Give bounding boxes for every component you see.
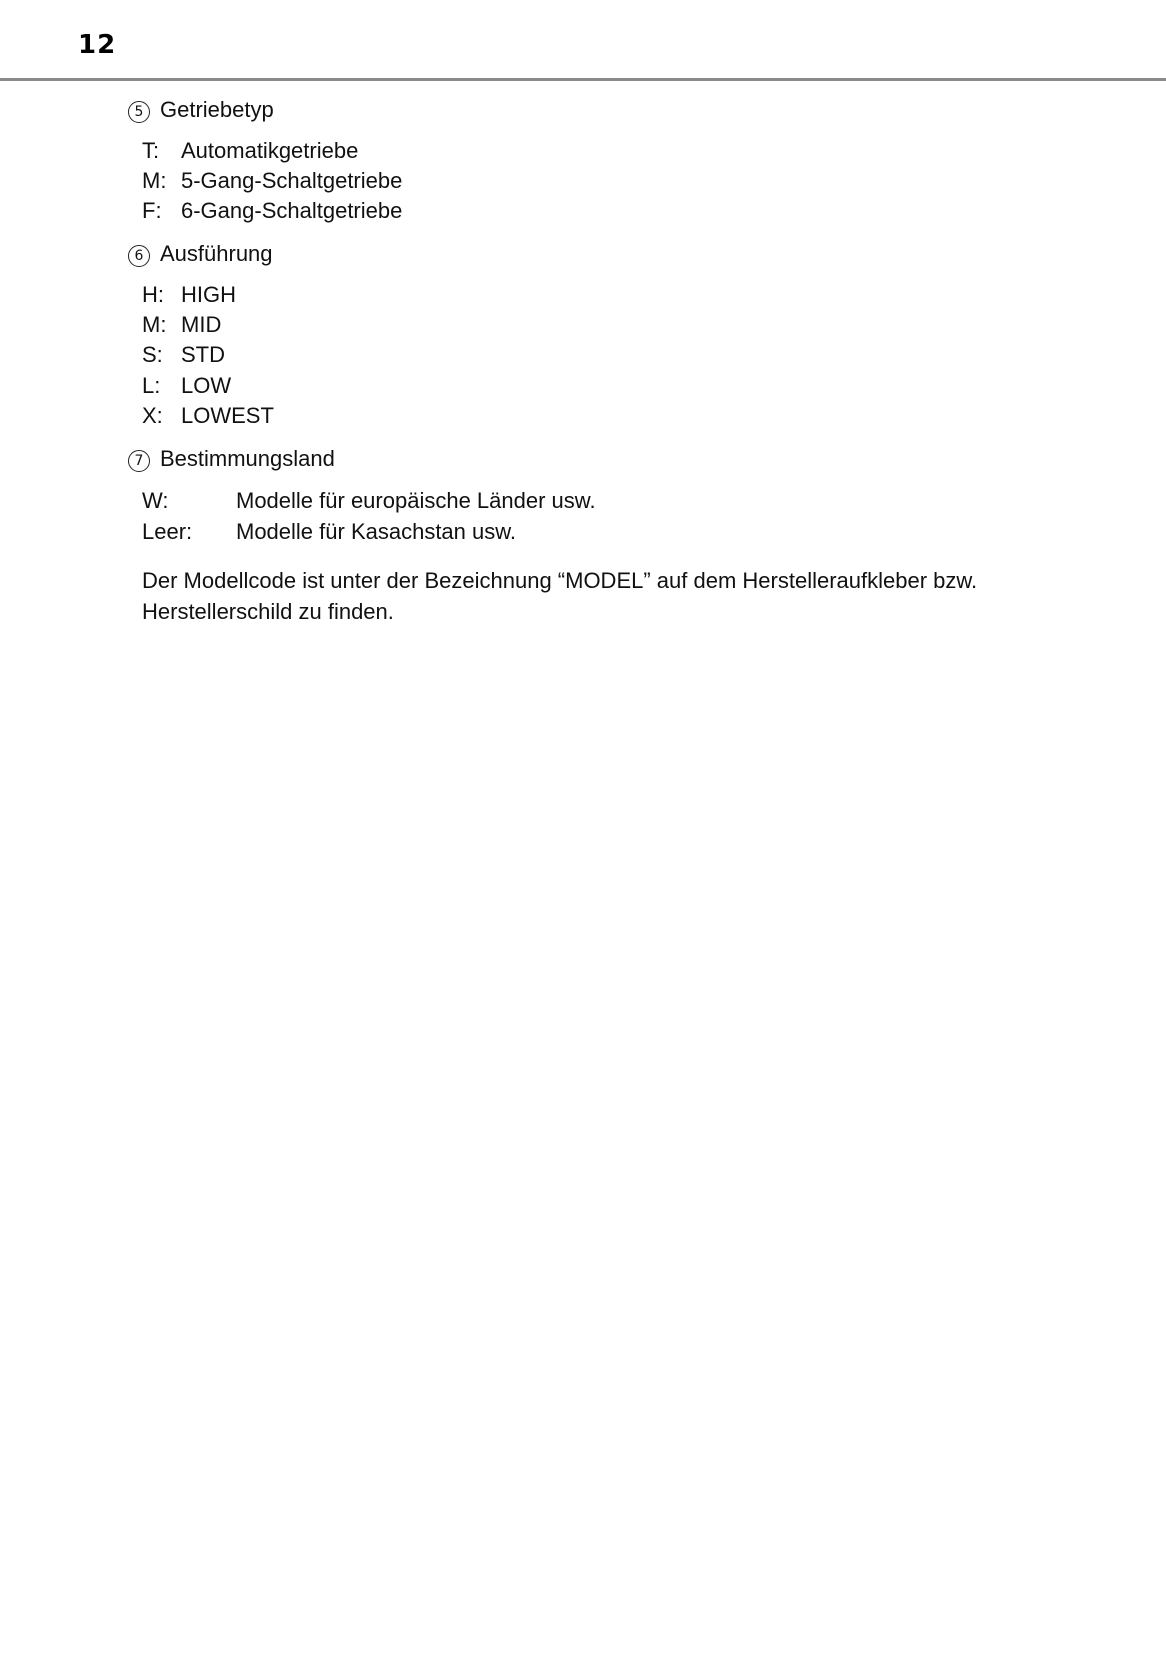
circled-number-seven: 7 xyxy=(128,450,150,472)
list-item xyxy=(142,197,402,225)
list-item xyxy=(142,518,516,546)
section-heading-ausfuehrung xyxy=(128,240,273,268)
circled-number-six: 6 xyxy=(128,245,150,267)
item-code: T: xyxy=(142,138,160,163)
list-item xyxy=(142,341,225,369)
item-code: L: xyxy=(142,373,161,398)
note-paragraph: Der Modellcode ist unter der Bezeichnung “MODEL” auf dem Herstelleraufkleber bzw. Herstellerschild zu finden. xyxy=(142,568,978,624)
list-item xyxy=(142,487,596,515)
list-item xyxy=(142,281,236,309)
item-code: X: xyxy=(142,403,163,428)
item-code: H: xyxy=(142,282,164,307)
item-code: F: xyxy=(142,198,162,223)
item-text: LOWEST xyxy=(181,403,274,428)
item-text: 5-Gang-Schaltgetriebe xyxy=(181,168,403,193)
list-item xyxy=(142,137,358,165)
item-text: Modelle für europäische Länder usw. xyxy=(236,488,596,513)
circled-number-five: 5 xyxy=(128,101,150,123)
item-text: HIGH xyxy=(181,282,236,307)
header-divider xyxy=(0,78,1166,81)
section-title: Bestimmungsland xyxy=(160,446,335,471)
section-heading-getriebetyp xyxy=(128,96,274,124)
item-code: M: xyxy=(142,168,167,193)
item-text: STD xyxy=(181,342,225,367)
section-title: Getriebetyp xyxy=(160,97,274,122)
list-item xyxy=(142,167,402,195)
page-number: 12 xyxy=(78,30,117,60)
item-code: S: xyxy=(142,342,163,367)
list-item xyxy=(142,372,231,400)
item-text: 6-Gang-Schaltgetriebe xyxy=(181,198,403,223)
item-text: LOW xyxy=(181,373,232,398)
item-code: W: xyxy=(142,488,169,513)
item-text: Automatikgetriebe xyxy=(181,138,359,163)
section-title: Ausführung xyxy=(160,241,273,266)
list-item xyxy=(142,402,274,430)
list-item xyxy=(142,311,221,339)
item-text: MID xyxy=(181,312,222,337)
item-code: M: xyxy=(142,312,167,337)
section-heading-bestimmungsland xyxy=(128,445,335,473)
item-code: Leer: xyxy=(142,519,193,544)
item-text: Modelle für Kasachstan usw. xyxy=(236,519,517,544)
